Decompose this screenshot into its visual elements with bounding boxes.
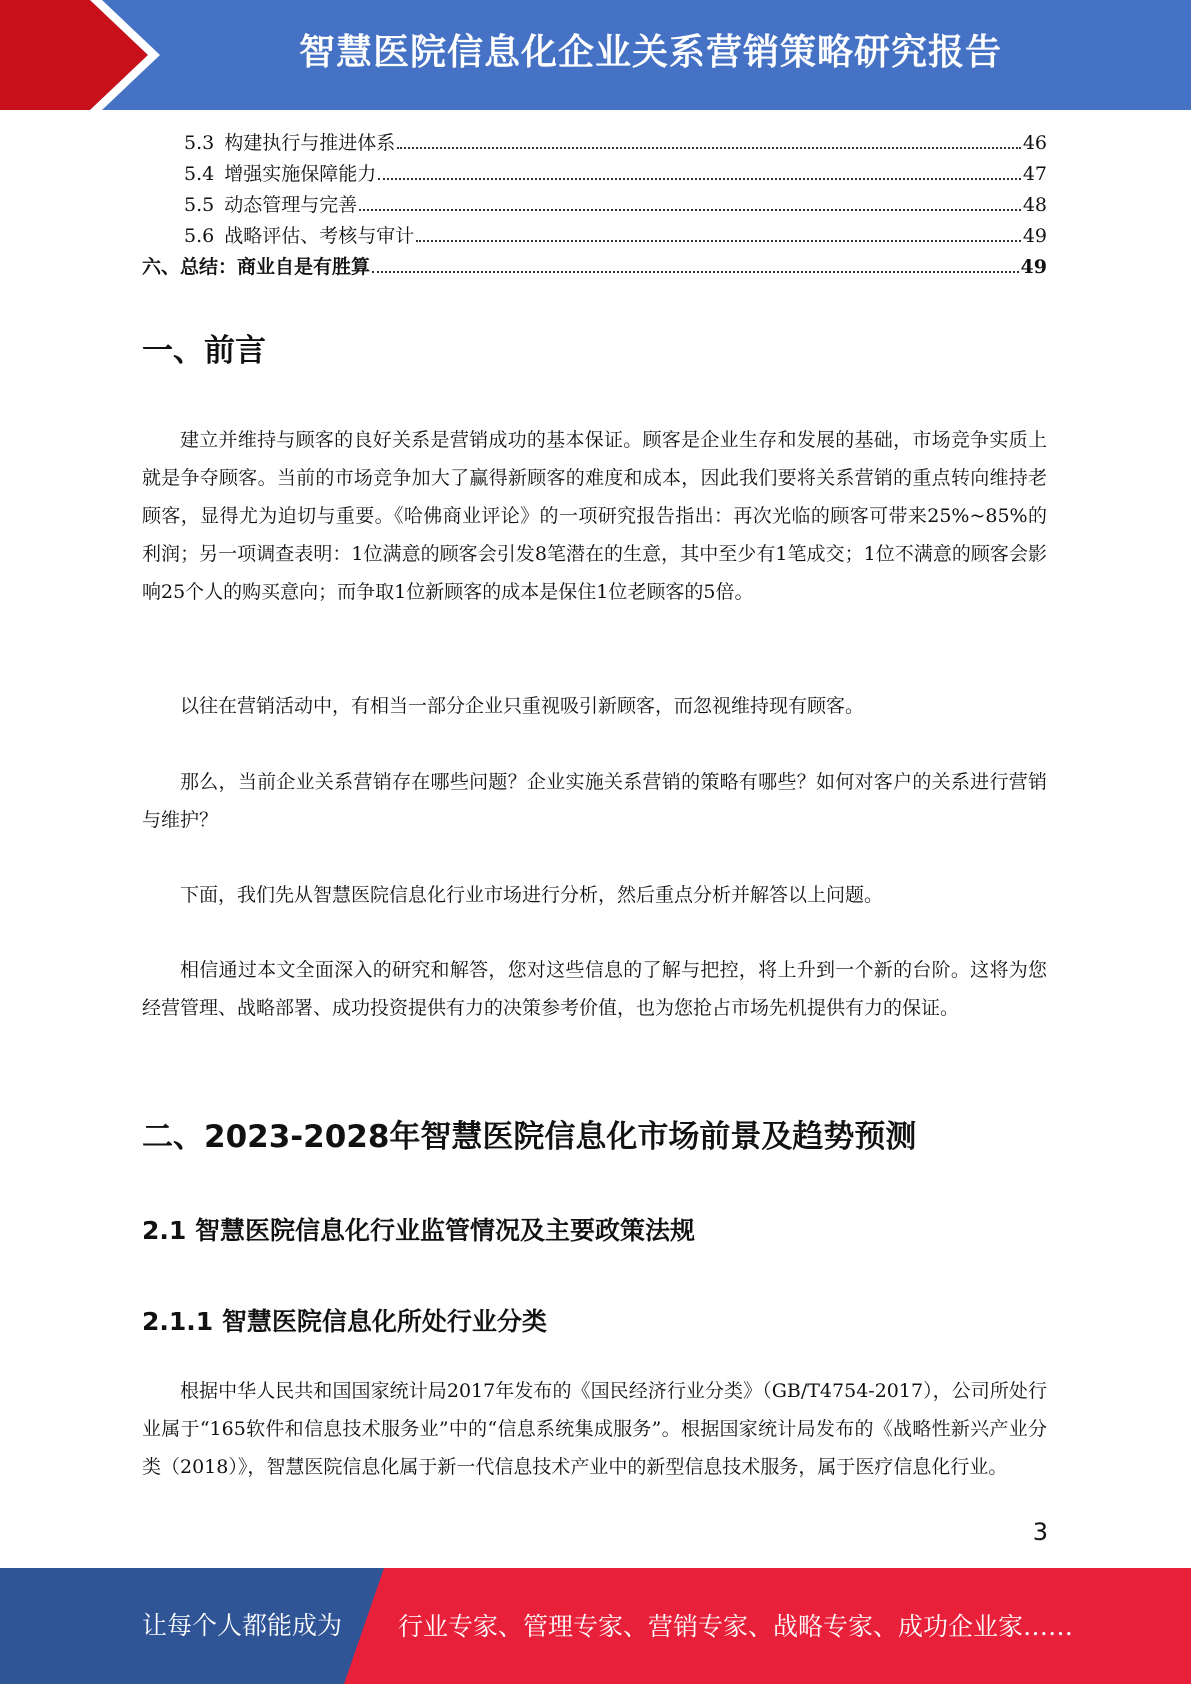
toc-page: 49 [1020,256,1047,278]
toc-number: 5.5 [184,194,215,216]
section-2-1-1-heading-block [142,1302,1047,1338]
toc-entry-5-6[interactable] [142,221,1047,252]
toc-leader [397,147,1021,149]
toc-entry-5-3[interactable] [142,128,1047,159]
table-of-contents [142,128,1047,283]
section-2-1-heading-block [142,1211,1047,1247]
toc-leader [416,240,1021,242]
toc-number: 5.4 [184,163,215,185]
toc-text: 六、总结：商业自是有胜算 [142,256,371,278]
toc-leader [378,178,1021,180]
section-1-title: 一、前言 [142,333,266,369]
body-paragraph: 根据中华人民共和国国家统计局2017年发布的《国民经济行业分类》（GB/T4754-2017），公司所处行业属于“165软件和信息技术服务业”中的“信息系统集成服务”。根据国家统计局发布的《战略性新兴产业分类（2018）》，智慧医院信息化属于新一代信息技术产业中的新型信息技术服务，属于医疗信息化行业。 [142,1380,1047,1478]
toc-page: 49 [1022,225,1047,247]
section-1-paragraph-5 [142,951,1047,1027]
section-2-1-1-title: 2.1.1 智慧医院信息化所处行业分类 [142,1307,547,1336]
footer-bar [0,1568,1191,1684]
header-title: 智慧医院信息化企业关系营销策略研究报告 [298,32,1002,73]
toc-text: 动态管理与完善 [224,194,358,216]
toc-entry-5-5[interactable] [142,190,1047,221]
footer-slogan-left: 让每个人都能成为 [142,1611,343,1640]
header-bar [0,0,1191,110]
toc-number: 5.6 [184,225,215,247]
section-1-paragraph-3 [142,763,1047,839]
section-2-paragraph [142,1372,1047,1486]
toc-number: 5.3 [184,132,215,154]
body-paragraph: 建立并维持与顾客的良好关系是营销成功的基本保证。顾客是企业生存和发展的基础，市场竞争实质上就是争夺顾客。当前的市场竞争加大了赢得新顾客的难度和成本，因此我们要将关系营销的重点转向维持老顾客，显得尤为迫切与重要。《哈佛商业评论》的一项研究报告指出：再次光临的顾客可带来25%~85%的利润；另一项调查表明：1位满意的顾客会引发8笔潜在的生意，其中至少有1笔成交；1位不满意的顾客会影响25个人的购买意向；而争取1位新顾客的成本是保住1位老顾客的5倍。 [142,429,1047,603]
toc-text: 构建执行与推进体系 [224,132,396,154]
toc-entry-5-4[interactable] [142,159,1047,190]
section-2-title: 二、2023-2028年智慧医院信息化市场前景及趋势预测 [142,1119,917,1155]
page-number: 3 [1032,1518,1048,1546]
body-paragraph: 那么，当前企业关系营销存在哪些问题？企业实施关系营销的策略有哪些？如何对客户的关系进行营销与维护？ [142,771,1047,831]
section-1-paragraph-1 [142,421,1047,611]
section-1-heading-block [142,325,1047,370]
section-2-heading-block [142,1111,1047,1156]
section-2-1-title: 2.1 智慧医院信息化行业监管情况及主要政策法规 [142,1216,695,1245]
toc-page: 47 [1022,163,1047,185]
toc-leader [372,271,1019,273]
body-paragraph: 相信通过本文全面深入的研究和解答，您对这些信息的了解与把控，将上升到一个新的台阶。这将为您经营管理、战略部署、成功投资提供有力的决策参考价值，也为您抢占市场先机提供有力的保证。 [142,959,1047,1019]
toc-leader [359,209,1021,211]
toc-text: 战略评估、考核与审计 [224,225,415,247]
toc-text: 增强实施保障能力 [224,163,377,185]
body-paragraph: 下面，我们先从智慧医院信息化行业市场进行分析，然后重点分析并解答以上问题。 [180,884,884,906]
header-arrow-decoration [0,0,160,110]
toc-page: 48 [1022,194,1047,216]
footer-slogan-right: 行业专家、管理专家、营销专家、战略专家、成功企业家…… [398,1612,1074,1641]
section-1-paragraph-2 [142,687,1047,725]
toc-entry-6[interactable] [142,252,1047,283]
section-1-paragraph-4 [142,876,1047,914]
body-paragraph: 以往在营销活动中，有相当一部分企业只重视吸引新顾客，而忽视维持现有顾客。 [180,695,865,717]
toc-page: 46 [1022,132,1047,154]
